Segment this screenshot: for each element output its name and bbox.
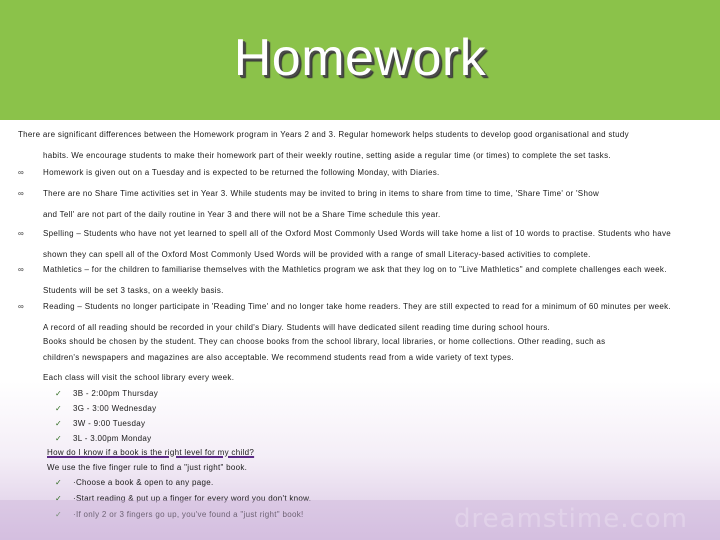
infinity-bullet-icon: ∞ (18, 229, 25, 238)
checkmark-icon: ✓ (55, 434, 63, 443)
infinity-bullet-icon: ∞ (18, 302, 25, 311)
intro-line-1: There are significant differences between the Homework program in Years 2 and 3. Regular homework helps students to develop good organisational and study (18, 130, 629, 139)
bullet-share-time (18, 183, 708, 225)
infinity-bullet-icon: ∞ (18, 265, 25, 274)
homework-content (0, 122, 720, 540)
bullet-line: There are no Share Time activities set in Year 3. While students may be invited to bring in items to share from time to time, 'Share Time' or 'Show (43, 189, 600, 198)
infinity-bullet-icon: ∞ (18, 189, 25, 198)
five-finger-intro: We use the five finger rule to find a "just right" book. (47, 463, 248, 472)
bullet-line: Homework is given out on a Tuesday and is expected to be returned the following Monday, with Diaries. (43, 168, 440, 177)
books-line-2: children's newspapers and magazines are also acceptable. We recommend students read from a wide variety of text types. (43, 353, 514, 362)
bullet-line: Spelling – Students who have not yet learned to spell all of the Oxford Most Commonly Used Words will take home a list of 10 words to practise. Students who have (43, 229, 672, 238)
schedule-item (55, 416, 145, 431)
bullet-line: and Tell' are not part of the daily routine in Year 3 and there will not be a Share Time schedule this year. (43, 210, 441, 219)
checkmark-icon: ✓ (55, 404, 63, 413)
schedule-item (55, 431, 151, 446)
library-heading: Each class will visit the school library every week. (43, 373, 235, 382)
intro-line-2: habits. We encourage students to make their homework part of their weekly routine, setting aside a regular time (or times) to complete the set tasks. (43, 151, 611, 160)
schedule-item (55, 386, 158, 401)
books-line-1: Books should be chosen by the student. They can choose books from the school library, local libraries, or home collections. Other reading, such as (43, 337, 606, 346)
schedule-text: 3L - 3.00pm Monday (73, 434, 152, 443)
step-text: ·Choose a book & open to any page. (73, 478, 214, 487)
infinity-bullet-icon: ∞ (18, 168, 25, 177)
bullet-homework-schedule (18, 162, 708, 183)
right-level-question (47, 445, 707, 461)
step-text: ·If only 2 or 3 fingers go up, you've found a "just right" book! (73, 510, 304, 519)
checkmark-icon: ✓ (55, 494, 63, 503)
bullet-line: Reading – Students no longer participate in 'Reading Time' and no longer take home readers. They are still expected to read for a minimum of 60 minutes per week. (43, 302, 671, 311)
bullet-line: Students will be set 3 tasks, on a weekly basis. (43, 286, 224, 295)
bullet-mathletics (18, 259, 708, 301)
bullet-line: shown they can spell all of the Oxford Most Commonly Used Words will be provided with a range of small Literacy-based activities to complete. (43, 250, 591, 259)
schedule-text: 3B - 2:00pm Thursday (73, 389, 159, 398)
right-level-question-text: How do I know if a book is the right level for my child? (47, 448, 255, 457)
checkmark-icon: ✓ (55, 389, 63, 398)
watermark: dreamstime.com (454, 504, 688, 534)
schedule-item (55, 401, 156, 416)
checkmark-icon: ✓ (55, 510, 63, 519)
finger-rule-step (55, 475, 214, 490)
checkmark-icon: ✓ (55, 419, 63, 428)
bullet-line: A record of all reading should be recorded in your child's Diary. Students will have dedicated silent reading time during school hours. (43, 323, 551, 332)
checkmark-icon: ✓ (55, 478, 63, 487)
books-paragraph (43, 334, 703, 366)
finger-rule-step (55, 491, 311, 506)
finger-rule-step (55, 507, 304, 522)
step-text: ·Start reading & put up a finger for every word you don't know. (73, 494, 312, 503)
bullet-reading (18, 296, 708, 338)
schedule-text: 3W - 9:00 Tuesday (73, 419, 146, 428)
schedule-text: 3G - 3:00 Wednesday (73, 404, 157, 413)
page-title: Homework (233, 29, 487, 87)
intro-paragraph (18, 124, 708, 166)
bullet-line: Mathletics – for the children to familiarise themselves with the Mathletics program we ask that they log on to "Live Mathletics" and complete challenges each week. (43, 265, 667, 274)
